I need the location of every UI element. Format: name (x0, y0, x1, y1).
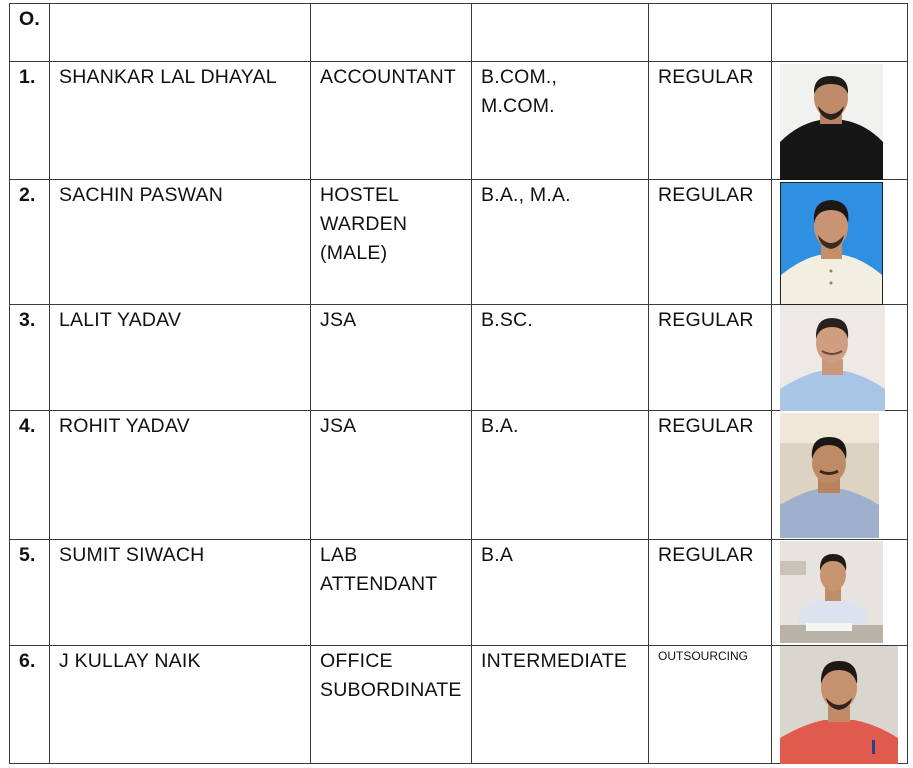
serial-number: 4. (19, 415, 36, 437)
person-photo (780, 541, 883, 643)
staff-name: LALIT YADAV (59, 309, 182, 331)
serial-number: 2. (19, 184, 36, 206)
staff-name: SACHIN PASWAN (59, 184, 224, 206)
person-photo (780, 305, 885, 411)
serial-number: 5. (19, 544, 36, 566)
designation: ACCOUNTANT (320, 66, 456, 88)
designation-header (311, 4, 471, 5)
designation: OFFICE SUBORDINATE (320, 650, 462, 701)
table-row (10, 540, 908, 646)
serial-number: 1. (19, 66, 36, 88)
table-row (10, 62, 908, 180)
qualification: B.SC. (481, 309, 533, 331)
employment-status: REGULAR (658, 415, 754, 437)
designation: JSA (320, 309, 357, 331)
person-photo (780, 646, 898, 764)
designation: LAB ATTENDANT (320, 544, 438, 595)
table-row (10, 646, 908, 764)
staff-name: SUMIT SIWACH (59, 544, 205, 566)
qualification: B.COM., M.COM. (481, 66, 558, 117)
table-row (10, 180, 908, 305)
designation: JSA (320, 415, 357, 437)
person-photo (780, 182, 883, 305)
table-header-row (10, 4, 908, 62)
staff-name: J KULLAY NAIK (59, 650, 201, 672)
status-header (649, 4, 771, 5)
staff-name: SHANKAR LAL DHAYAL (59, 66, 277, 88)
employment-status: REGULAR (658, 544, 754, 566)
employment-status: REGULAR (658, 184, 754, 206)
person-photo (780, 64, 883, 180)
sno-header: O. (19, 8, 40, 30)
designation: HOSTEL WARDEN (MALE) (320, 184, 408, 264)
qualification: INTERMEDIATE (481, 650, 628, 672)
qualification: B.A. (481, 415, 519, 437)
staff-name: ROHIT YADAV (59, 415, 190, 437)
staff-table (9, 3, 908, 764)
table-row (10, 411, 908, 540)
table-row (10, 305, 908, 411)
photo-header (772, 4, 907, 5)
employment-status: REGULAR (658, 66, 754, 88)
person-photo (780, 413, 879, 538)
employment-status: REGULAR (658, 309, 754, 331)
qualification: B.A., M.A. (481, 184, 571, 206)
employment-status: OUTSOURCING (658, 649, 748, 663)
serial-number: 6. (19, 650, 36, 672)
qualification-header (472, 4, 648, 5)
qualification: B.A (481, 544, 514, 566)
serial-number: 3. (19, 309, 36, 331)
name-header (50, 4, 310, 5)
